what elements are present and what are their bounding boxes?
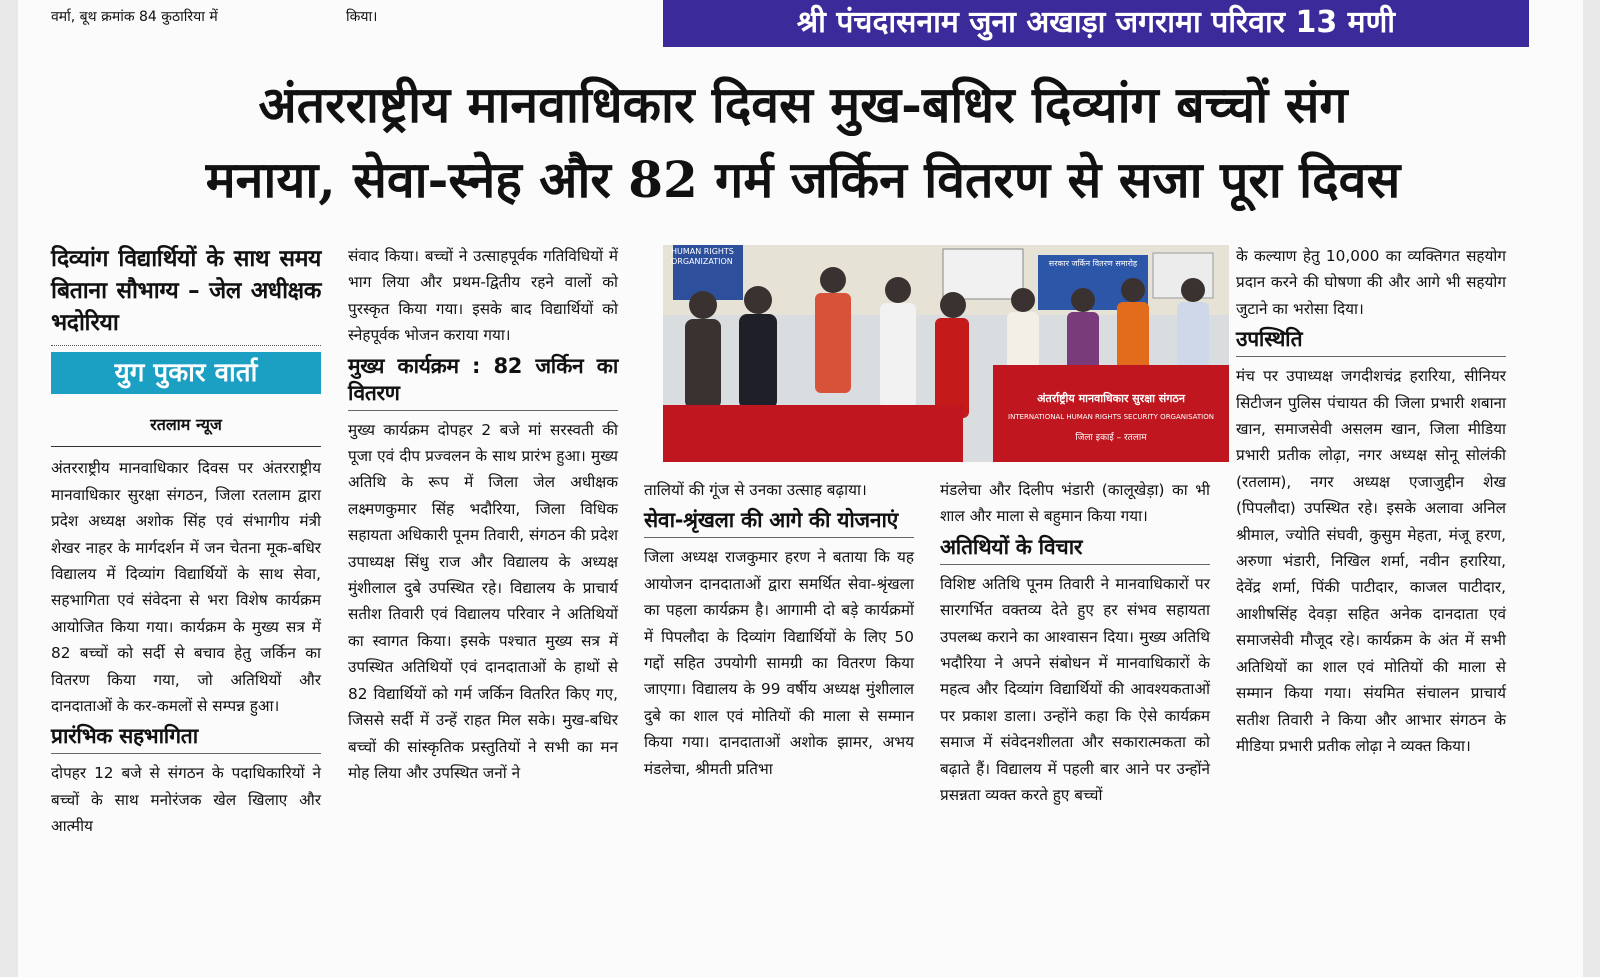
kicker-heading: दिव्यांग विद्यार्थियों के साथ समय बिताना सौभाग्य – जेल अधीक्षक भदोरिया (51, 243, 321, 346)
photo-banner-district: जिला इकाई – रतलाम (1075, 433, 1147, 443)
subheading: सेवा-श्रृंखला की आगे की योजनाएं (644, 507, 914, 538)
byline: रतलाम न्यूज (51, 412, 321, 447)
column-1 (51, 243, 321, 840)
newspaper-page (18, 0, 1583, 977)
top-middle-snippet: किया। (346, 9, 378, 25)
top-banner: श्री पंचदासनाम जुना अखाड़ा जगरामा परिवार 13 मणी (663, 0, 1529, 47)
column-3 (644, 477, 914, 782)
paragraph: दोपहर 12 बजे से संगठन के पदाधिकारियों ने बच्चों के साथ मनोरंजक खेल खिलाए और आत्मीय (51, 764, 321, 836)
paragraph: मुख्य कार्यक्रम दोपहर 2 बजे मां सरस्वती की पूजा एवं दीप प्रज्वलन के साथ प्रारंभ हुआ। मुख्य अतिथि के रूप में जिला जेल अधीक्षक लक्ष्मणकुमार सिंह भदौरिया, जिला विधिक सहायता अधिकारी पूनम तिवारी, संगठन की प्रदेश उपाध्यक्ष सिंधु राज और विद्यालय के अध्यक्ष मुंशीलाल दुबे उपस्थित रहे। विद्यालय के प्राचार्य सतीश तिवारी एवं विद्यालय परिवार ने अतिथियों का स्वागत किया। इसके पश्चात मुख्य सत्र में उपस्थित अतिथियों एवं दानदाताओं के हाथों से 82 विद्यार्थियों को गर्म जर्किन वितरित किए गए, जिससे सर्दी में उन्हें राहत मिल सके। मुख-बधिर बच्चों की सांस्कृतिक प्रस्तुतियों ने सभी का मन मोह लिया और उपस्थित जनों ने (348, 420, 618, 782)
paragraph: मंच पर उपाध्यक्ष जगदीशचंद्र हरारिया, सीनियर सिटीजन पुलिस पंचायत की जिला प्रभारी शबाना खान, समाजसेवी असलम खान, जिला मीडिया प्रभारी प्रतीक लोढ़ा, नगर अध्यक्ष सोनू सोलंकी (रतलाम), नगर अध्यक्ष एजाजुद्दीन शेख (पिपलौदा) उपस्थित रहे। इसके अलावा अनिल श्रीमाल, ज्योति संघवी, कुसुम मेहता, मंजू हरण, अरुणा भंडारी, निखिल शर्मा, नवीन हरारिया, देवेंद्र शर्मा, पिंकी पाटीदार, काजल पाटीदार, आशीषसिंह देवड़ा सहित अनेक दानदाता एवं समाजसेवी मौजूद रहे। कार्यक्रम के अंत में सभी अतिथियों का शाल एवं मोतियों की माला से सम्मान किया गया। संयमित संचालन प्राचार्य सतीश तिवारी ने किया और आभार संगठन के मीडिया प्रभारी प्रतीक लोढ़ा ने व्यक्त किया। (1236, 367, 1506, 755)
subheading: मुख्य कार्यक्रम : 82 जर्किन का वितरण (348, 353, 618, 411)
column-2 (348, 243, 618, 786)
photo-banner-subtitle: INTERNATIONAL HUMAN RIGHTS SECURITY ORGANISATION (1008, 413, 1214, 421)
subheading: प्रारंभिक सहभागिता (51, 723, 321, 754)
subheading: अतिथियों के विचार (940, 534, 1210, 565)
subheading: उपस्थिति (1236, 326, 1506, 357)
column-4 (940, 477, 1210, 808)
headline-line-2: मनाया, सेवा-स्नेह और 82 गर्म जर्किन वितरण से सजा पूरा दिवस (205, 150, 1401, 209)
paragraph: विशिष्ट अतिथि पूनम तिवारी ने मानवाधिकारों पर सारगर्भित वक्तव्य देते हुए हर संभव सहायता उपलब्ध कराने का आश्वासन दिया। मुख्य अतिथि भदौरिया ने अपने संबोधन में मानवाधिकारों के महत्व और दिव्यांग विद्यार्थियों की आवश्यकताओं पर प्रकाश डाला। उन्होंने कहा कि ऐसे कार्यक्रम समाज में संवेदनशीलता और सकारात्मकता को बढ़ाते हैं। विद्यालय में पहली बार आने पर उन्होंने प्रसन्नता व्यक्त करते हुए बच्चों (940, 574, 1210, 805)
headline-line-1: अंतरराष्ट्रीय मानवाधिकार दिवस मुख-बधिर दिव्यांग बच्चों संग (258, 75, 1348, 134)
paragraph: जिला अध्यक्ष राजकुमार हरण ने बताया कि यह आयोजन दानदाताओं द्वारा समर्थित सेवा-श्रृंखला का पहला कार्यक्रम है। आगामी दो बड़े कार्यक्रमों में पिपलौदा के दिव्यांग विद्यार्थियों के लिए 50 गद्दों सहित उपयोगी सामग्री का वितरण किया जाएगा। विद्यालय के 99 वर्षीय अध्यक्ष मुंशीलाल दुबे का शाल एवं मोतियों की माला से सम्मान किया गया। दानदाताओं अशोक झामर, अभय मंडलेचा, श्रीमती प्रतिभा (644, 548, 914, 778)
photo-sign-left: HUMAN RIGHTS ORGANIZATION (671, 247, 734, 266)
publication-logo: युग पुकार वार्ता (51, 352, 321, 394)
top-left-snippet: वर्मा, बूथ क्रमांक 84 कुठारिया में (51, 9, 218, 25)
event-photo (663, 245, 1229, 462)
photo-banner-title: अंतर्राष्ट्रीय मानवाधिकार सुरक्षा संगठन (1037, 392, 1185, 405)
paragraph: के कल्याण हेतु 10,000 का व्यक्तिगत सहयोग प्रदान करने की घोषणा की और आगे भी सहयोग जुटाने का भरोसा दिया। (1236, 247, 1506, 318)
column-5 (1236, 243, 1506, 759)
paragraph: मंडलेचा और दिलीप भंडारी (कालूखेड़ा) का भी शाल और माला से बहुमान किया गया। (940, 481, 1210, 526)
paragraph: तालियों की गूंज से उनका उत्साह बढ़ाया। (644, 481, 867, 499)
photo-sign-right: सरकार जर्किन वितरण समारोह (1048, 259, 1138, 268)
paragraph: अंतरराष्ट्रीय मानवाधिकार दिवस पर अंतरराष्ट्रीय मानवाधिकार सुरक्षा संगठन, जिला रतलाम द्वारा प्रदेश अध्यक्ष अशोक सिंह एवं संभागीय मंत्री शेखर नाहर के मार्गदर्शन में जन चेतना मूक-बधिर विद्यालय में दिव्यांग विद्यार्थियों के साथ सेवा, सहभागिता एवं संवेदना से भरा विशेष कार्यक्रम आयोजित किया गया। कार्यक्रम के मुख्य सत्र में 82 बच्चों को सर्दी से बचाव हेतु जर्किन का वितरण किया गया, जो अतिथियों और दानदाताओं के कर-कमलों से सम्पन्न हुआ। (51, 459, 321, 716)
paragraph: संवाद किया। बच्चों ने उत्साहपूर्वक गतिविधियों में भाग लिया और प्रथम-द्वितीय रहने वालों को पुरस्कृत किया गया। इसके बाद विद्यार्थियों को स्नेहपूर्वक भोजन कराया गया। (348, 247, 618, 345)
